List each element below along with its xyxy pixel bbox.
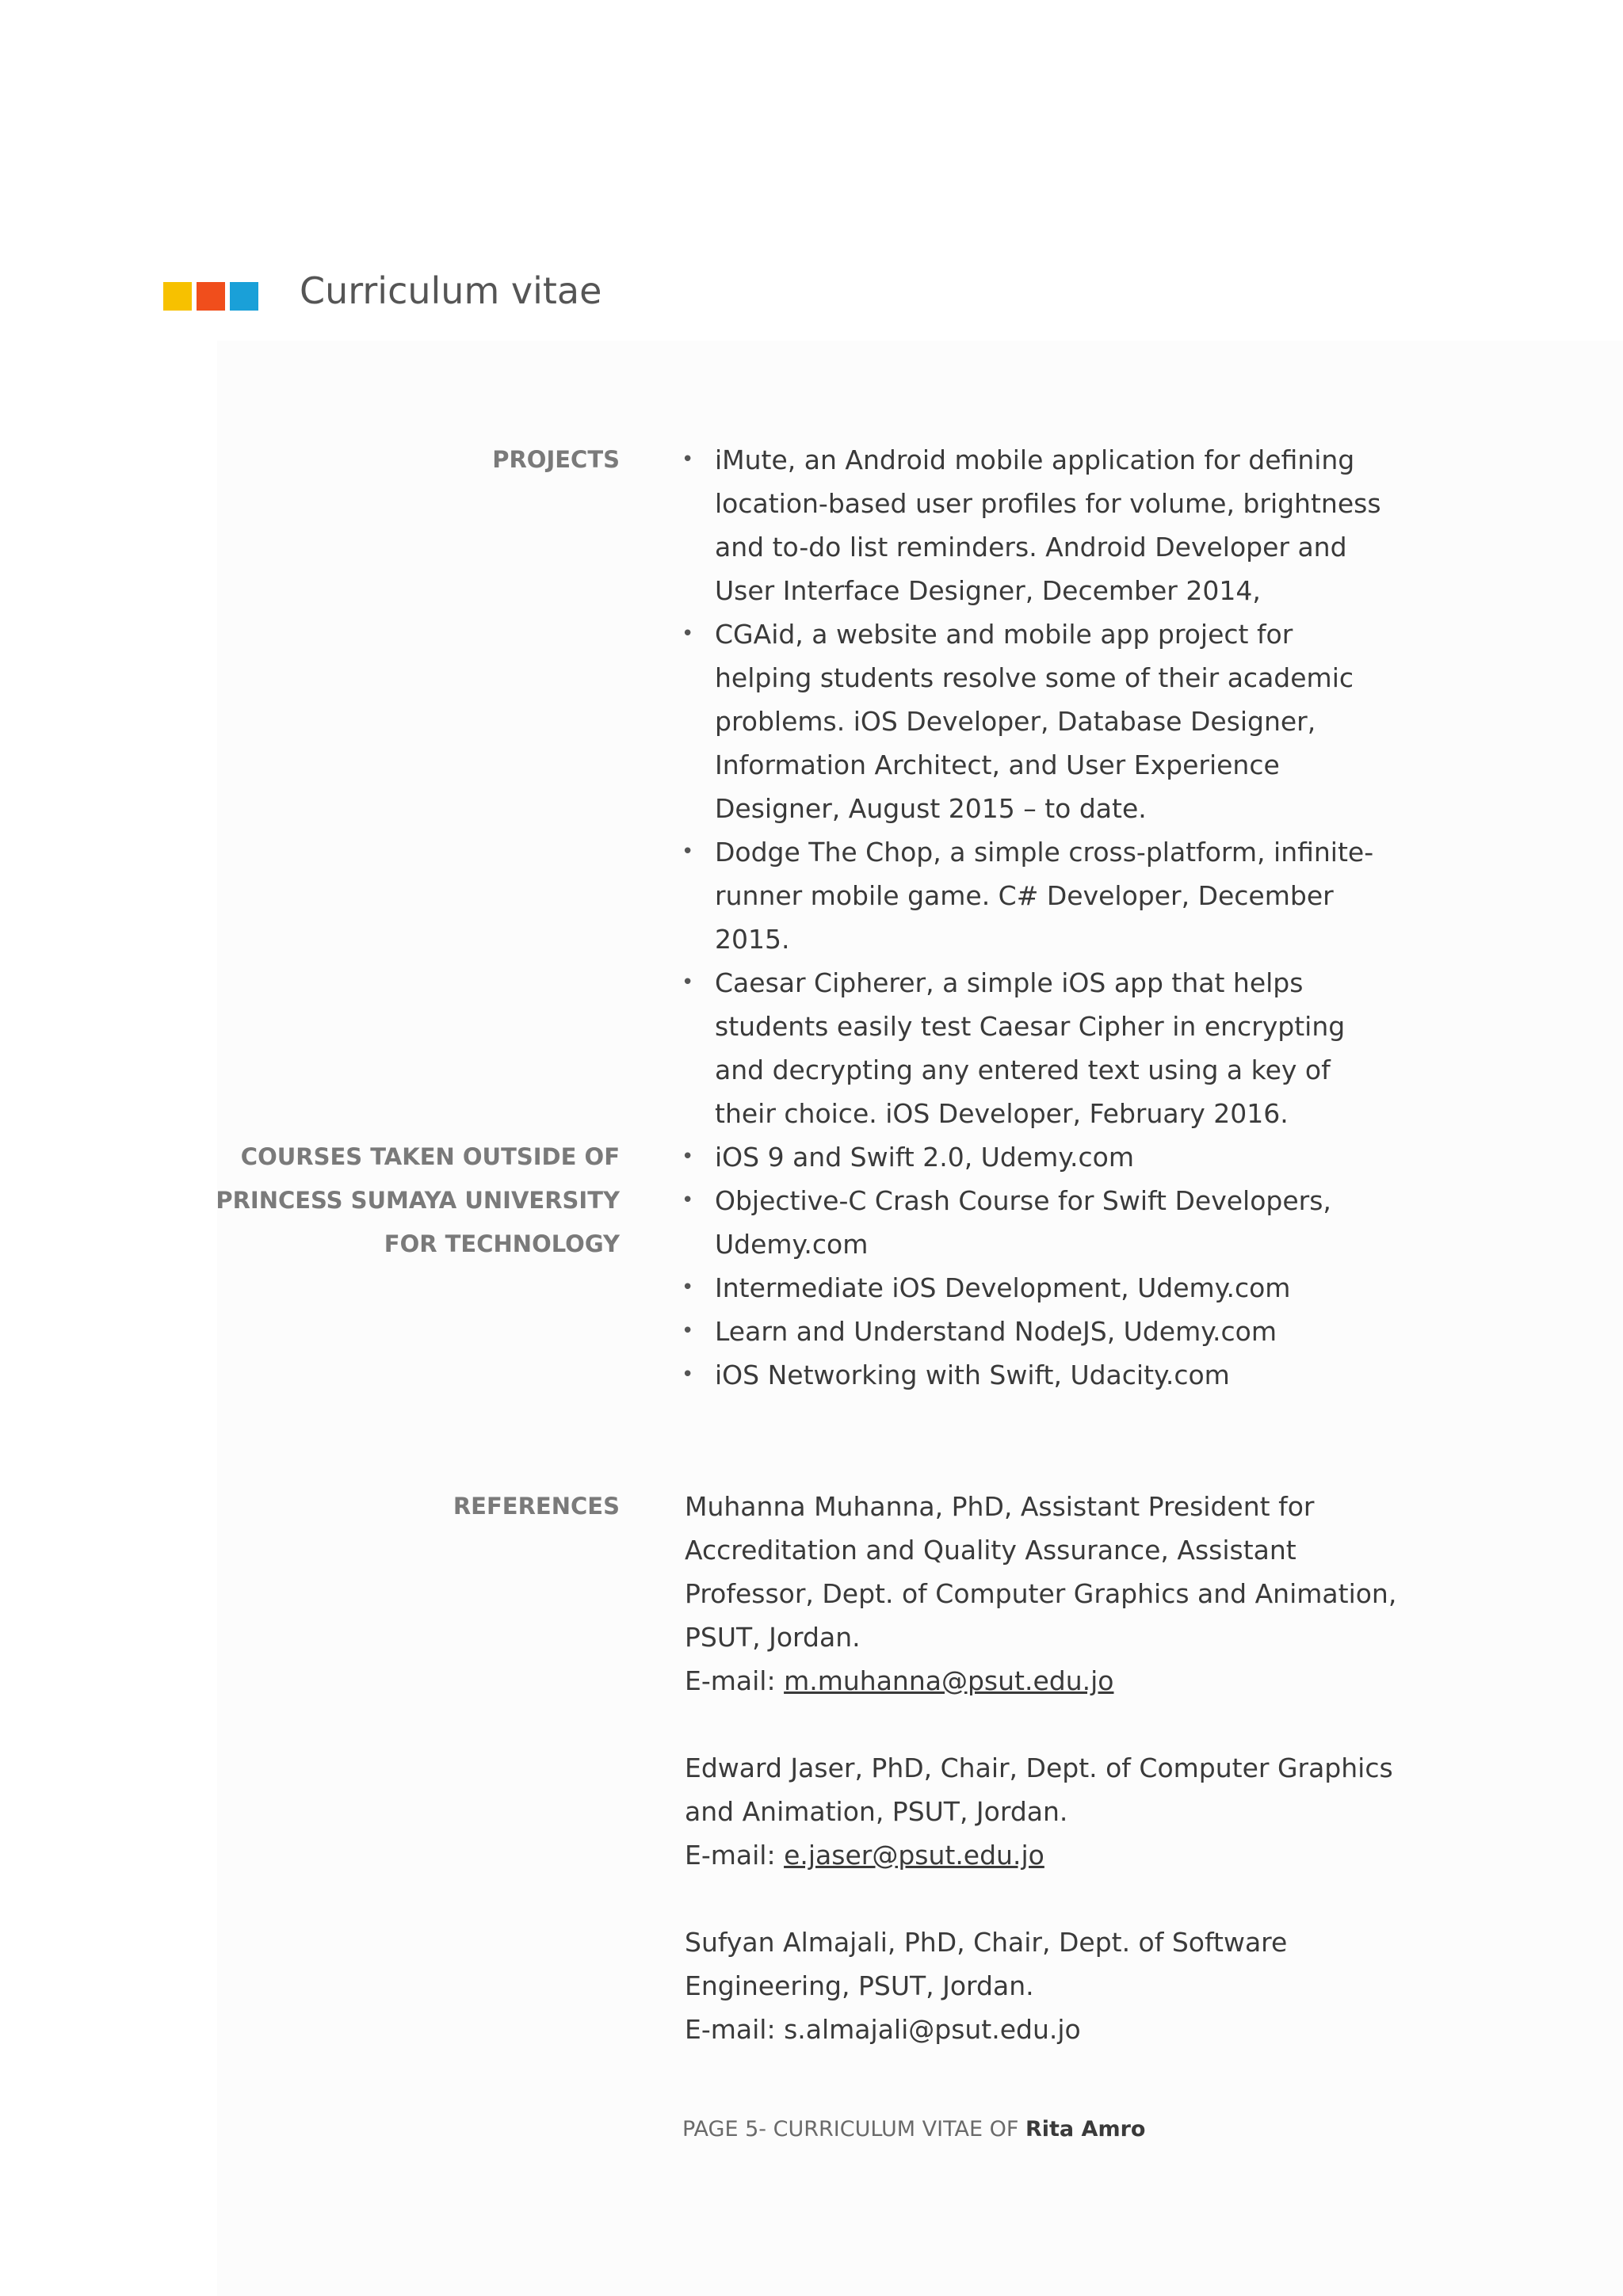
list-item: • Intermediate iOS Development, Udemy.com: [682, 1266, 1395, 1310]
list-item: • iOS 9 and Swift 2.0, Udemy.com: [682, 1135, 1395, 1179]
reference-email-line: [685, 1833, 1398, 1877]
email-prefix: E-mail:: [685, 1665, 785, 1696]
page-title: Curriculum vitae: [300, 269, 602, 312]
logo-squares: [163, 282, 258, 311]
list-item: • Caesar Cipherer, a simple iOS app that helps students easily test Caesar Cipher in encrypting and decrypting any entered text using a key of their choice. iOS Developer, February 2016.: [682, 961, 1395, 1135]
list-item: • CGAid, a website and mobile app project for helping students resolve some of their academic problems. iOS Developer, Database Designer, Information Architect, and User Experience Designer, August 2015 – to date.: [682, 612, 1395, 830]
references-list: [685, 1485, 1398, 2095]
email-prefix: E-mail:: [685, 1840, 785, 1871]
projects-list: [682, 438, 1395, 1135]
footer-prefix: PAGE 5- CURRICULUM VITAE OF: [682, 2117, 1025, 2142]
email-prefix: E-mail:: [685, 2014, 785, 2045]
reference-email-link[interactable]: m.muhanna@psut.edu.jo: [784, 1665, 1114, 1696]
reference-email-line: [685, 1659, 1398, 1703]
reference-text: Sufyan Almajali, PhD, Chair, Dept. of Software Engineering, PSUT, Jordan.: [685, 1927, 1288, 2001]
list-item: • Learn and Understand NodeJS, Udemy.com: [682, 1310, 1395, 1353]
list-item: • iOS Networking with Swift, Udacity.com: [682, 1353, 1395, 1397]
courses-label-line: FOR TECHNOLOGY: [384, 1230, 620, 1257]
footer-author-name: Rita Amro: [1025, 2117, 1146, 2142]
list-item: • iMute, an Android mobile application for defining location-based user profiles for volume, brightness and to-do list reminders. Android Developer and User Interface Designer, December 2014,: [682, 438, 1395, 612]
logo-square-blue: [230, 282, 258, 311]
list-item: • Objective-C Crash Course for Swift Developers, Udemy.com: [682, 1179, 1395, 1266]
reference-email-link[interactable]: e.jaser@psut.edu.jo: [784, 1840, 1044, 1871]
list-item: • Dodge The Chop, a simple cross-platform, infinite-runner mobile game. C# Developer, December 2015.: [682, 830, 1395, 961]
courses-label: [176, 1135, 620, 1266]
courses-list: [682, 1135, 1395, 1397]
logo-square-yellow: [163, 282, 192, 311]
logo-square-orange: [197, 282, 225, 311]
courses-label-line: PRINCESS SUMAYA UNIVERSITY: [216, 1187, 620, 1214]
reference-email-line: [685, 2008, 1398, 2051]
page-footer: [682, 2117, 1145, 2142]
reference-entry: [685, 1746, 1398, 1877]
courses-label-line: COURSES TAKEN OUTSIDE OF: [240, 1143, 620, 1170]
projects-label: PROJECTS: [492, 446, 620, 473]
reference-text: Edward Jaser, PhD, Chair, Dept. of Computer Graphics and Animation, PSUT, Jordan.: [685, 1753, 1393, 1827]
reference-email: s.almajali@psut.edu.jo: [784, 2014, 1081, 2045]
reference-entry: [685, 1485, 1398, 1703]
references-label: REFERENCES: [453, 1493, 620, 1520]
reference-text: Muhanna Muhanna, PhD, Assistant President for Accreditation and Quality Assurance, Assistant Professor, Dept. of Computer Graphics and Animation, PSUT, Jordan.: [685, 1491, 1397, 1653]
reference-entry: [685, 1920, 1398, 2051]
